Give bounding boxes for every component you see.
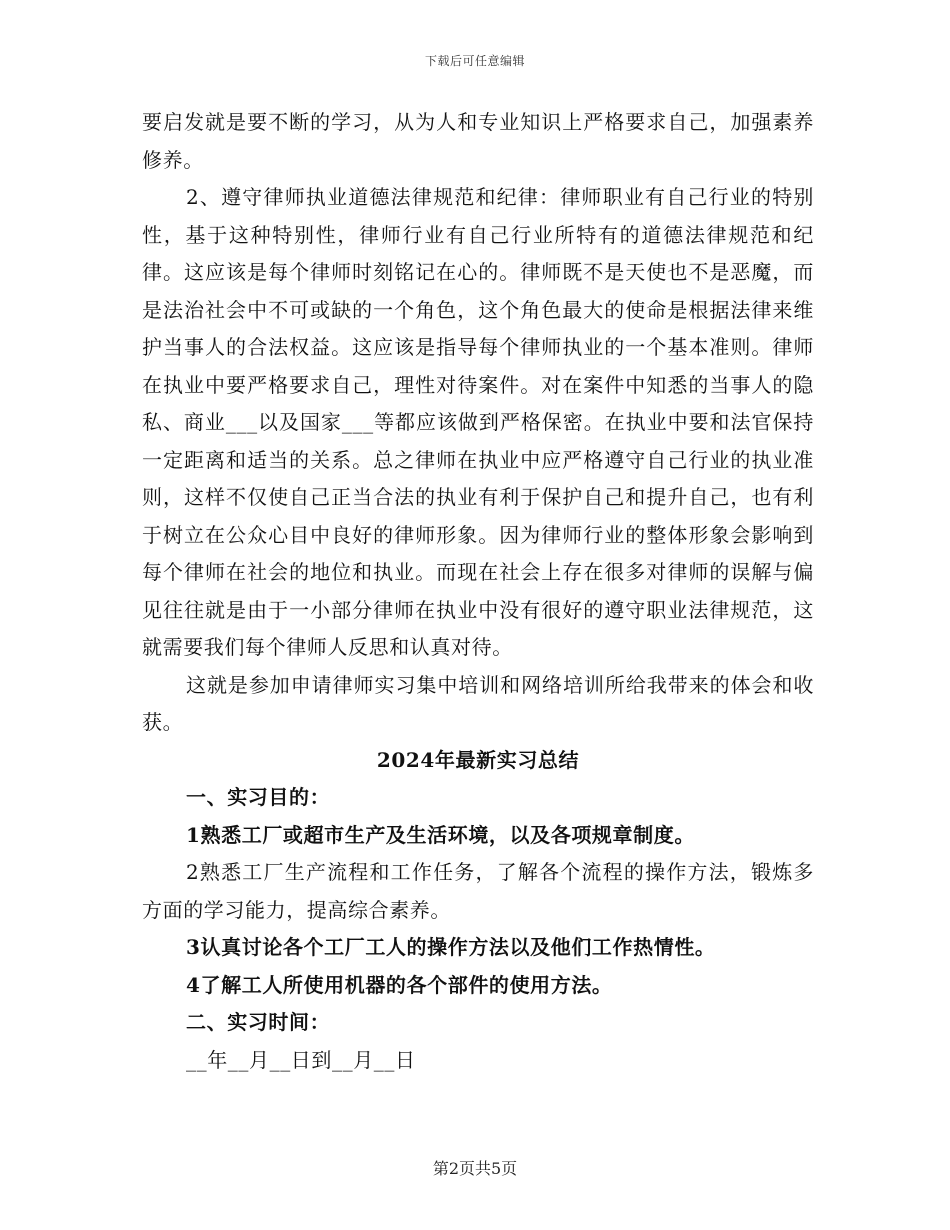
page-footer: 第2页共5页 <box>432 1159 518 1178</box>
paragraph-conclusion: 这就是参加申请律师实习集中培训和网络培训所给我带来的体会和收获。 <box>142 672 814 734</box>
purpose-item-2: 2熟悉工厂生产流程和工作任务，了解各个流程的操作方法，锻炼多方面的学习能力，提高综合素养。 <box>142 860 814 922</box>
section-title: 2024年最新实习总结 <box>376 747 580 772</box>
purpose-item-4: 4了解工人所使用机器的各个部件的使用方法。 <box>186 972 613 997</box>
purpose-item-1: 1熟悉工厂或超市生产及生活环境，以及各项规章制度。 <box>186 822 695 847</box>
heading-purpose: 一、实习目的： <box>186 785 331 809</box>
heading-time: 二、实习时间： <box>186 1010 331 1034</box>
paragraph-ethics: 2、遵守律师执业道德法律规范和纪律：律师职业有自己行业的特别性，基于这种特别性，律师行业有自己行业所特有的道德法律规范和纪律。这应该是每个律师时刻铭记在心的。律师既不是天使也不是恶魔，而是法治社会中不可或缺的一个角色，这个角色最大的使命是根据法律来维护当事人的合法权益。这应该是指导每个律师执业的一个基本准则。律师在执业中要严格要求自己，理性对待案件。对在案件中知悉的当事人的隐私、商业___以及国家___等都应该做到严格保密。在执业中要和法官保持一定距离和适当的关系。总之律师在执业中应严格遵守自己行业的执业准则，这样不仅使自己正当合法的执业有利于保护自己和提升自己，也有利于树立在公众心目中良好的律师形象。因为律师行业的整体形象会影响到每个律师在社会的地位和执业。而现在社会上存在很多对律师的误解与偏见往往就是由于一小部分律师在执业中没有很好的遵守职业法律规范，这就需要我们每个律师人反思和认真对待。 <box>142 185 814 659</box>
page-header: 下载后可任意编辑 <box>424 54 525 68</box>
document-body <box>142 104 814 1079</box>
paragraph-continued: 要启发就是要不断的学习，从为人和专业知识上严格要求自己，加强素养修养。 <box>142 110 814 172</box>
purpose-item-3: 3认真讨论各个工厂工人的操作方法以及他们工作热情性。 <box>186 935 716 959</box>
date-line: __年__月__日到__月__日 <box>186 1047 416 1072</box>
